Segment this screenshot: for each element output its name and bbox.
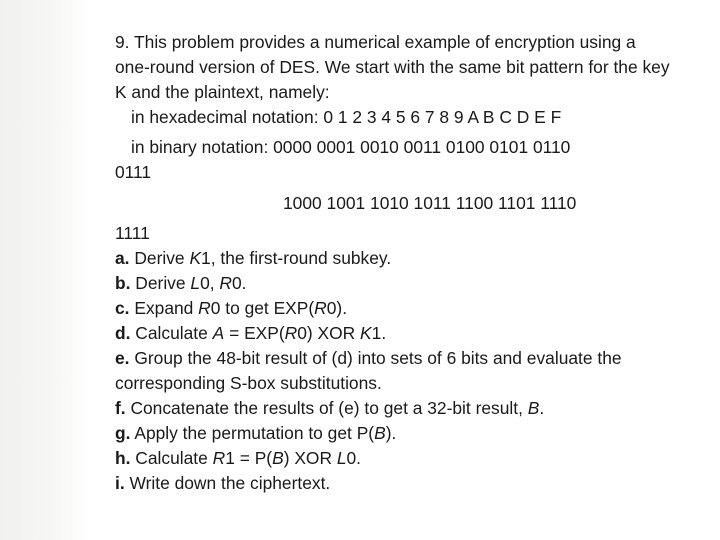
item-d-letter: d. [115, 323, 131, 343]
item-b-var2: R [219, 273, 232, 293]
item-b-mid: 0, [200, 273, 220, 293]
item-c-pre: Expand [129, 298, 199, 318]
hex-line [115, 105, 675, 130]
item-f-letter: f. [115, 398, 126, 418]
item-d-var3: K [360, 323, 372, 343]
item-f [115, 396, 675, 421]
item-e-letter: e. [115, 348, 130, 368]
item-c-letter: c. [115, 298, 130, 318]
item-a-pre: Derive [129, 248, 190, 268]
item-g-var: B [374, 423, 386, 443]
item-g-pre: Apply the permutation to get P( [130, 423, 375, 443]
item-h-pre: Calculate [130, 448, 213, 468]
item-c [115, 296, 675, 321]
intro-text: 9. This problem provides a numerical example of encryption using a one-round version of DES. We start with the same bit pattern for the key K and the plaintext, namely: [115, 32, 670, 102]
item-b-var1: L [190, 273, 201, 293]
item-b-pre: Derive [130, 273, 191, 293]
item-f-pre: Concatenate the results of (e) to get a 32-bit result, [125, 398, 528, 418]
item-h-var2: B [272, 448, 284, 468]
binary-label: in binary notation: [131, 137, 274, 157]
item-g [115, 421, 675, 446]
item-e-text: Group the 48-bit result of (d) into sets of 6 bits and evaluate the corresponding S-box substitutions. [115, 348, 622, 393]
item-a-letter: a. [115, 248, 130, 268]
item-c-mid: 0 to get EXP( [210, 298, 315, 318]
item-e [115, 346, 675, 396]
item-b [115, 271, 675, 296]
problem-intro [115, 30, 675, 105]
item-h-letter: h. [115, 448, 131, 468]
binary-value-2: 1000 1001 1010 1011 1100 1101 1110 [283, 193, 577, 213]
hex-value: 0 1 2 3 4 5 6 7 8 9 A B C D E F [323, 107, 562, 127]
item-d-var1: A [212, 323, 225, 343]
item-d-post: 1. [371, 323, 387, 343]
item-c-var2: R [314, 298, 327, 318]
item-b-post: 0. [231, 273, 247, 293]
item-c-var1: R [198, 298, 211, 318]
item-g-letter: g. [115, 423, 131, 443]
decorative-left-bar [0, 0, 86, 540]
item-d-mid1: = EXP( [224, 323, 285, 343]
item-h-var3: L [336, 448, 347, 468]
item-h-var1: R [212, 448, 226, 468]
problem-content [115, 30, 675, 496]
binary-wrap-2-text: 1111 [115, 223, 150, 243]
item-g-post: ). [385, 423, 397, 443]
item-a [115, 246, 675, 271]
binary-wrap-2 [115, 221, 675, 246]
item-a-post: 1, the first-round subkey. [201, 248, 392, 268]
binary-line-1 [115, 135, 675, 160]
item-i-text: Write down the ciphertext. [124, 473, 331, 493]
item-h [115, 446, 675, 471]
binary-wrap-1 [115, 160, 675, 185]
item-h-mid2: ) XOR [283, 448, 337, 468]
item-d-var2: R [284, 323, 298, 343]
item-h-mid1: 1 = P( [225, 448, 273, 468]
item-c-post: 0). [326, 298, 348, 318]
item-i [115, 471, 675, 496]
binary-line-2 [115, 191, 675, 216]
item-d [115, 321, 675, 346]
item-h-post: 0. [346, 448, 362, 468]
item-i-letter: i. [115, 473, 125, 493]
item-f-var: B [527, 398, 540, 418]
item-f-post: . [539, 398, 545, 418]
item-b-letter: b. [115, 273, 131, 293]
item-d-pre: Calculate [130, 323, 213, 343]
hex-label: in hexadecimal notation: [131, 107, 324, 127]
binary-wrap-1-text: 0111 [115, 162, 152, 182]
item-a-var: K [189, 248, 202, 268]
item-d-mid2: 0) XOR [297, 323, 361, 343]
binary-value-1: 0000 0001 0010 0011 0100 0101 0110 [273, 137, 571, 157]
